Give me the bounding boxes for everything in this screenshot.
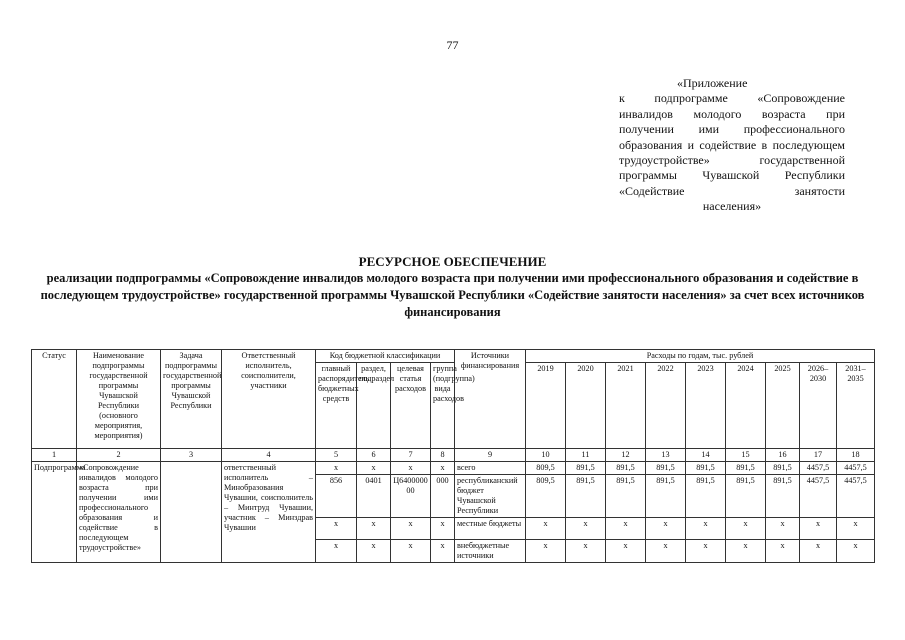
header-budget-code: Код бюджетной классификации [316,350,455,363]
value-cell: 809,5 [526,462,566,475]
responsible-cell: ответственный исполнитель – Минобразования Чувашии, соисполнитель – Минтруд Чувашии, участник – Минздрав Чувашии [222,462,316,563]
value-cell: 891,5 [646,475,686,518]
column-number: 12 [606,449,646,462]
column-number-row [32,449,875,462]
column-number: 14 [686,449,726,462]
value-cell: x [726,518,766,540]
header-row-1 [32,350,875,363]
code-cell: x [357,540,391,563]
header-year: 2023 [686,363,726,449]
appendix-line1: «Приложение [677,76,748,90]
code-cell: 856 [316,475,357,518]
value-cell: x [646,518,686,540]
column-number: 6 [357,449,391,462]
column-number: 5 [316,449,357,462]
header-year: 2021 [606,363,646,449]
column-number: 18 [837,449,875,462]
value-cell: x [566,518,606,540]
appendix-note [619,76,845,215]
column-number: 16 [766,449,800,462]
code-cell: x [391,518,431,540]
value-cell: x [606,518,646,540]
code-cell: x [316,540,357,563]
document-subtitle: реализации подпрограммы «Сопровождение инвалидов молодого возраста при получении ими профессионального образования и содействие в последующем трудоустройстве» государственной программы Чувашской Республики «Содействие занятости населения» за счет всех источников финансирования [40,271,865,319]
header-year: 2025 [766,363,800,449]
value-cell: x [606,540,646,563]
value-cell: 891,5 [766,475,800,518]
source-cell: внебюджетные источники [455,540,526,563]
value-cell: x [800,518,837,540]
column-number: 2 [77,449,161,462]
value-cell: x [566,540,606,563]
column-number: 15 [726,449,766,462]
header-main-admin: главный распорядитель бюджетных средств [316,363,357,449]
code-cell: x [431,462,455,475]
header-name: Наименование подпрограммы государственной программы Чувашской Республики (основного мероприятия, мероприятия) [77,350,161,449]
code-cell: Ц640000000 [391,475,431,518]
value-cell: 891,5 [686,462,726,475]
column-number: 9 [455,449,526,462]
header-year: 2026–2030 [800,363,837,449]
value-cell: x [686,540,726,563]
column-number: 11 [566,449,606,462]
value-cell: 4457,5 [837,475,875,518]
header-expenses: Расходы по годам, тыс. рублей [526,350,875,363]
code-cell: x [391,462,431,475]
value-cell: 891,5 [726,475,766,518]
value-cell: x [726,540,766,563]
header-task: Задача подпрограммы государственной программы Чувашской Республики [161,350,222,449]
value-cell: x [686,518,726,540]
column-number: 3 [161,449,222,462]
column-number: 4 [222,449,316,462]
value-cell: x [646,540,686,563]
document-title: РЕСУРСНОЕ ОБЕСПЕЧЕНИЕ [358,254,547,269]
appendix-body: к подпрограмме «Сопровождение инвалидов молодого возраста при получении ими профессионального образования и содействие в последующем трудоустройстве» государственной программы Чувашской Республики «Содействие занятости [619,91,845,198]
subprogram-name-cell: «Сопровождение инвалидов молодого возраста при получении ими профессионального образования и содействие в последующем трудоустройстве» [77,462,161,563]
column-number: 8 [431,449,455,462]
value-cell: x [526,540,566,563]
status-cell: Подпрограмма [32,462,77,563]
header-year: 2024 [726,363,766,449]
column-number: 13 [646,449,686,462]
value-cell: x [837,518,875,540]
value-cell: 891,5 [606,475,646,518]
code-cell: x [357,462,391,475]
value-cell: x [837,540,875,563]
source-cell: республиканский бюджет Чувашской Республики [455,475,526,518]
task-cell [161,462,222,563]
value-cell: 4457,5 [800,475,837,518]
value-cell: 891,5 [686,475,726,518]
column-number: 10 [526,449,566,462]
source-cell: местные бюджеты [455,518,526,540]
header-responsible: Ответственный исполнитель, соисполнители, участники [222,350,316,449]
value-cell: x [526,518,566,540]
value-cell: 809,5 [526,475,566,518]
appendix-last-line: населения» [702,199,762,214]
value-cell: 891,5 [606,462,646,475]
value-cell: x [800,540,837,563]
code-cell: 0401 [357,475,391,518]
page-number: 77 [446,38,459,52]
header-status: Статус [32,350,77,449]
column-number: 7 [391,449,431,462]
code-cell: 000 [431,475,455,518]
value-cell: 891,5 [726,462,766,475]
header-year: 2022 [646,363,686,449]
resource-table [31,349,875,563]
value-cell: 4457,5 [800,462,837,475]
value-cell: 4457,5 [837,462,875,475]
header-year: 2020 [566,363,606,449]
column-number: 1 [32,449,77,462]
column-number: 17 [800,449,837,462]
code-cell: x [431,540,455,563]
value-cell: 891,5 [646,462,686,475]
table-row [32,462,875,475]
code-cell: x [316,462,357,475]
value-cell: 891,5 [566,475,606,518]
source-cell: всего [455,462,526,475]
value-cell: x [766,518,800,540]
value-cell: x [766,540,800,563]
value-cell: 891,5 [566,462,606,475]
code-cell: x [357,518,391,540]
header-sources: Источники финансирования [455,350,526,449]
code-cell: x [431,518,455,540]
header-target: целевая статья расходов [391,363,431,449]
header-year: 2019 [526,363,566,449]
header-group: группа (подгруппа) вида расходов [431,363,455,449]
code-cell: x [391,540,431,563]
code-cell: x [316,518,357,540]
header-section: раздел, подраздел [357,363,391,449]
header-year: 2031–2035 [837,363,875,449]
value-cell: 891,5 [766,462,800,475]
